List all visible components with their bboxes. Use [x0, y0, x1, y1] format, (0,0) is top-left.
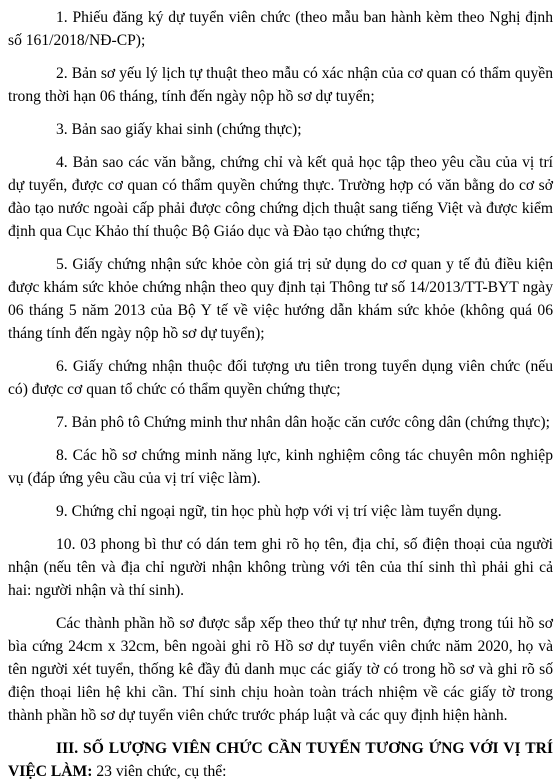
document-item-1: 1. Phiếu đăng ký dự tuyển viên chức (theo mẫu ban hành kèm theo Nghị định số 161/2018/NĐ-CP);	[8, 9, 553, 49]
document-item-4: 4. Bản sao các văn bằng, chứng chỉ và kết quả học tập theo yêu cầu của vị trí dự tuyển, được cơ quan có thẩm quyền chứng thực. Trường hợp có văn bằng do cơ sở đào tạo nước ngoài cấp phải được công chứng dịch thuật sang tiếng Việt và được kiểm định qua Cục Khảo thí thuộc Bộ Giáo dục và Đào tạo chứng thực;	[8, 154, 553, 240]
section-heading-title: III. SỐ LƯỢNG VIÊN CHỨC CẦN TUYỂN TƯƠNG ỨNG VỚI VỊ TRÍ VIỆC LÀM:	[8, 740, 553, 780]
document-item-10: 10. 03 phong bì thư có dán tem ghi rõ họ tên, địa chỉ, số điện thoại của người nhận (nếu tên và địa chỉ người nhận không trùng với tên của thí sinh thì phải ghi cả hai: người nhận và thí sinh).	[8, 536, 553, 599]
document-item-3: 3. Bản sao giấy khai sinh (chứng thực);	[56, 121, 302, 138]
document-item-5: 5. Giấy chứng nhận sức khỏe còn giá trị sử dụng do cơ quan y tế đủ điều kiện được khám sức khỏe chứng nhận theo quy định tại Thông tư số 14/2013/TT-BYT ngày 06 tháng 5 năm 2013 của Bộ Y tế về việc hướng dẫn khám sức khỏe (không quá 06 tháng tính đến ngày nộp hồ sơ dự tuyển);	[8, 256, 553, 342]
closing-paragraph: Các thành phần hồ sơ được sắp xếp theo thứ tự như trên, đựng trong túi hồ sơ bìa cứng 24cm x 32cm, bên ngoài ghi rõ Hồ sơ dự tuyển viên chức năm 2020, họ và tên người xét tuyển, thống kê đầy đủ danh mục các giấy tờ có trong hồ sơ và ghi rõ số điện thoại liên hệ khi cần. Thí sinh chịu hoàn toàn trách nhiệm về các giấy tờ trong thành phần hồ sơ dự tuyển viên chức trước pháp luật và các quy định hiện hành.	[8, 615, 553, 724]
section-heading-detail: 23 viên chức, cụ thể:	[92, 763, 227, 780]
document-item-9: 9. Chứng chỉ ngoại ngữ, tin học phù hợp với vị trí việc làm tuyển dụng.	[56, 503, 502, 520]
document-item-8: 8. Các hồ sơ chứng minh năng lực, kinh nghiệm công tác chuyên môn nghiệp vụ (đáp ứng yêu cầu của vị trí việc làm).	[8, 447, 553, 487]
section-heading	[8, 737, 553, 783]
document-item-2: 2. Bản sơ yếu lý lịch tự thuật theo mẫu có xác nhận của cơ quan có thẩm quyền trong thời hạn 06 tháng, tính đến ngày nộp hồ sơ dự tuyển;	[8, 65, 553, 105]
document-item-6: 6. Giấy chứng nhận thuộc đối tượng ưu tiên trong tuyển dụng viên chức (nếu có) được cơ quan tổ chức có thẩm quyền chứng thực;	[8, 358, 553, 398]
document-item-7: 7. Bản phô tô Chứng minh thư nhân dân hoặc căn cước công dân (chứng thực);	[56, 414, 550, 431]
document-page	[8, 6, 553, 783]
